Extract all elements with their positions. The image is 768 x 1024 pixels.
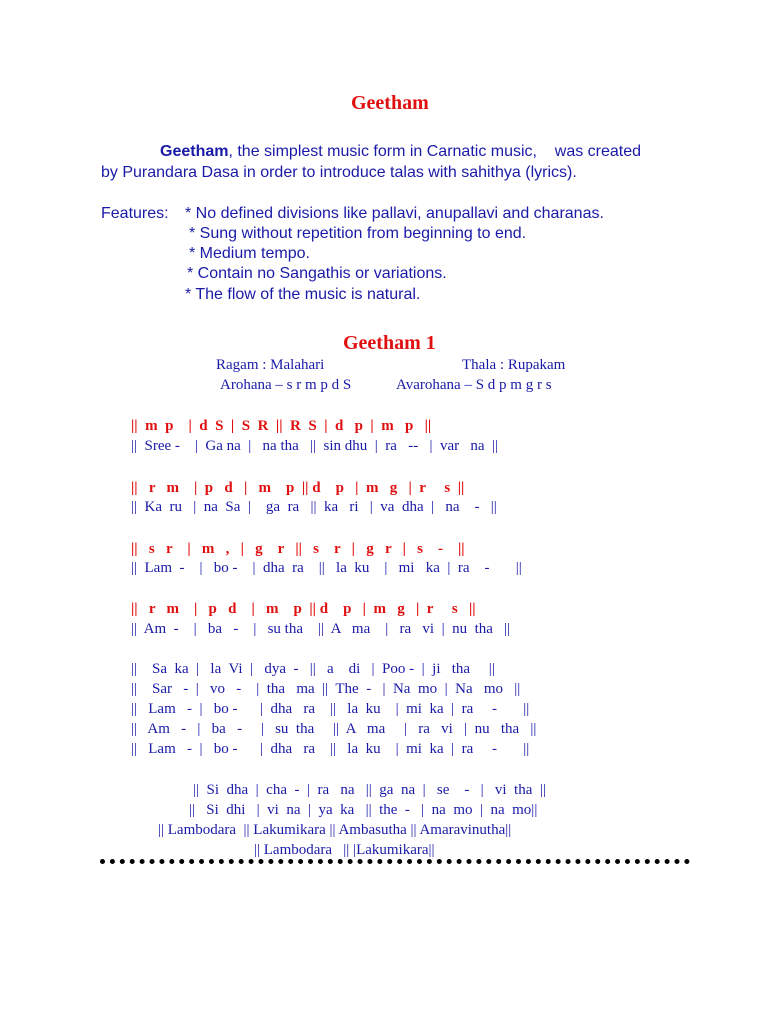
sahithya-line: || Sar - | vo - | tha ma || The - | Na mo | Na mo || — [131, 681, 521, 697]
intro-line-1-text: , the simplest music form in Carnatic music, was created — [228, 143, 642, 160]
features-label: Features: — [101, 205, 169, 222]
ending-line: || Si dha | cha - | ra na || ga na | se - | vi tha || — [193, 782, 546, 798]
ending-line: || Si dhi | vi na | ya ka || the - | na mo | na mo|| — [189, 802, 538, 818]
feature-item: * The flow of the music is natural. — [185, 286, 421, 303]
swara-line: || m p | d S | S R || R S | d p | m p || — [131, 418, 432, 434]
feature-item: * Contain no Sangathis or variations. — [187, 265, 447, 282]
lyrics-line: || Ka ru | na Sa | ga ra || ka ri | va dha | na - || — [131, 499, 497, 515]
intro-line-1 — [160, 143, 641, 161]
intro-line-2: by Purandara Dasa in order to introduce talas with sahithya (lyrics). — [101, 164, 577, 181]
ending-line: || Lambodara || Lakumikara || Ambasutha || Amaravinutha|| — [158, 822, 512, 838]
page-title: Geetham — [351, 92, 429, 114]
section-title: Geetham 1 — [343, 332, 436, 354]
thala-label: Thala : Rupakam — [462, 357, 566, 373]
dotted-divider — [100, 859, 690, 864]
sahithya-line: || Lam - | bo - | dha ra || la ku | mi ka | ra - || — [131, 741, 530, 757]
arohana-label: Arohana – s r m p d S — [220, 377, 352, 393]
lyrics-line: || Am - | ba - | su tha || A ma | ra vi | nu tha || — [131, 621, 511, 637]
ending-line: || Lambodara || |Lakumikara|| — [254, 842, 435, 858]
feature-item: * Medium tempo. — [189, 245, 310, 262]
swara-line: || r m | p d | m p || d p | m g | r s || — [131, 601, 476, 617]
swara-line: || r m | p d | m p || d p | m g | r s || — [131, 480, 465, 496]
sahithya-line: || Lam - | bo - | dha ra || la ku | mi ka | ra - || — [131, 701, 530, 717]
avarohana-label: Avarohana – S d p m g r s — [396, 377, 552, 393]
intro-bold-term: Geetham — [160, 143, 229, 160]
sahithya-line: || Sa ka | la Vi | dya - || a di | Poo - | ji tha || — [131, 661, 495, 677]
lyrics-line: || Lam - | bo - | dha ra || la ku | mi ka | ra - || — [131, 560, 522, 576]
feature-item: * No defined divisions like pallavi, anupallavi and charanas. — [185, 205, 604, 222]
sahithya-line: || Am - | ba - | su tha || A ma | ra vi | nu tha || — [131, 721, 537, 737]
feature-item: * Sung without repetition from beginning to end. — [189, 225, 527, 242]
lyrics-line: || Sree - | Ga na | na tha || sin dhu | ra -- | var na || — [131, 438, 499, 454]
swara-line: || s r | m , | g r || s r | g r | s - || — [131, 541, 465, 557]
ragam-label: Ragam : Malahari — [216, 357, 325, 373]
